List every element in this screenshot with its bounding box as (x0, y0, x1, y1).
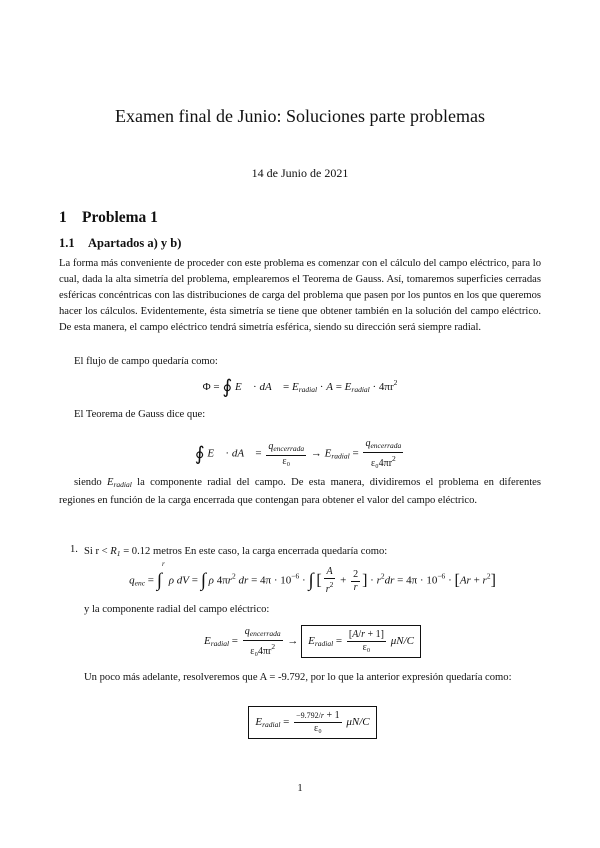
charge-equation: $q_{enc}$ = ∫ r ρ dV = ∫ ρ $4\pi r^2$ dr = $4\pi \cdot 10^{-6}$ · ∫ [ $\frac{A}{r^2}$ + $\frac{2}{r}$ ] · $r^2dr = 4\pi \cdot 10^{-6} \cdot [Ar + r^2]$ (129, 560, 496, 595)
flux-intro: El flujo de campo quedaría como: (74, 356, 218, 367)
later-text: Un poco más adelante, resolveremos que A = -9.792, por lo que la anterior expresión quedaría como: (84, 672, 512, 683)
radial-intro: y la componente radial del campo eléctrico: (84, 604, 270, 615)
section-number: 1 (59, 209, 67, 226)
list-item-number: 1. (70, 544, 78, 555)
intro-paragraph: La forma más conveniente de proceder con este problema es comenzar con el cálculo del campo eléctrico, para lo cual, dada la alta simetría del problema, emplearemos el Teorema de Gauss. Así, tomaremos superficies cerradas esféricas concéntricas con las distribuciones de carga del problema que pasen por los puntos en los que queremos hacer los cálculos. Evidentemente, ésta simetría se tiene que obtener también en la solución del campo eléctrico. De esta manera, el campo eléctrico tendrá simetría esférica, siendo su dirección será siempre radial. (59, 258, 541, 333)
boxed-result-1: $E_{radial}$ = $\frac{[A/r + 1]}{\text{ε₀}}$ μN/C (301, 625, 421, 658)
gauss-equation: ∮ E⃗ · dA⃗ = $\frac{q_{encerrada}}{\text{ε₀}}$ → $E_{radial}$ = $\frac{q_{encerrada}}{\varepsilon_04\pi r^2}$ (194, 438, 402, 469)
radial-field-equation: $E_{radial}$ = $\frac{q_{encerrada}}{\varepsilon_04\pi r^2}$ → $E_{radial}$ = $\frac{[A/r + 1]}{\text{ε₀}}$ μN/C (84, 625, 541, 658)
final-equation (84, 706, 541, 739)
subsection-title: Apartados a) y b) (88, 236, 182, 250)
boxed-result-2: $E_{radial}$ = $\frac{-9.792/r + 1}{\text{ε₀}}$ μN/C (248, 706, 376, 739)
after-gauss-paragraph: siendo $E_{radial}$ la componente radial del campo. De esta manera, dividiremos el problema en diferentes regiones en función de la carga encerrada que contengan para obtener el valor del campo eléctrico. (59, 477, 542, 506)
gauss-intro: El Teorema de Gauss dice que: (74, 409, 206, 420)
document-date: 14 de Junio de 2021 (251, 166, 349, 180)
list-item-lead: Si $r < R_1 = 0.12$ metros En este caso, la carga encerrada quedaría como: (84, 546, 388, 558)
document-title: Examen final de Junio: Soluciones parte problemas (115, 106, 485, 126)
section-heading (59, 209, 158, 227)
flux-equation: Φ = ∮ E⃗ · dA⃗ = $E_{radial} \cdot A = E_{radial} \cdot 4\pi r^2$ (202, 377, 398, 398)
subsection-heading (59, 236, 181, 251)
section-title: Problema 1 (82, 209, 158, 226)
page-number: 1 (297, 783, 303, 794)
subsection-number: 1.1 (59, 236, 75, 250)
